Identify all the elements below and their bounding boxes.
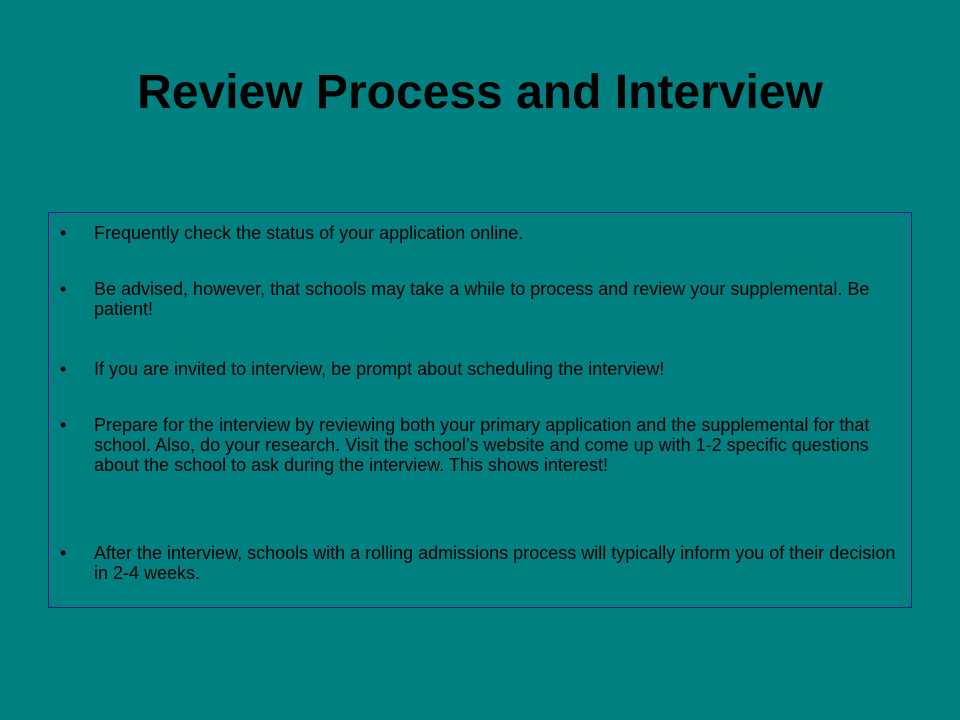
- bullet-text: Frequently check the status of your application online.: [94, 223, 524, 243]
- slide-title: Review Process and Interview: [137, 66, 823, 119]
- bullet-text: After the interview, schools with a rolling admissions process will typically inform you of their decision in 2-4 weeks.: [94, 543, 896, 583]
- content-box: [48, 212, 912, 608]
- bullet-text: Be advised, however, that schools may take a while to process and review your supplemental. Be patient!: [94, 279, 870, 319]
- bullet-icon: •: [60, 359, 67, 379]
- bullet-icon: •: [60, 223, 67, 243]
- bullet-text: Prepare for the interview by reviewing both your primary application and the supplemental for that school. Also, do your research. Visit the school’s website and come up with 1-2 specific questions about the school to ask during the interview. This shows interest!: [94, 415, 870, 475]
- bullet-icon: •: [60, 415, 67, 435]
- bullet-text: If you are invited to interview, be prompt about scheduling the interview!: [94, 359, 665, 379]
- bullet-icon: •: [60, 279, 67, 299]
- bullet-icon: •: [60, 543, 67, 563]
